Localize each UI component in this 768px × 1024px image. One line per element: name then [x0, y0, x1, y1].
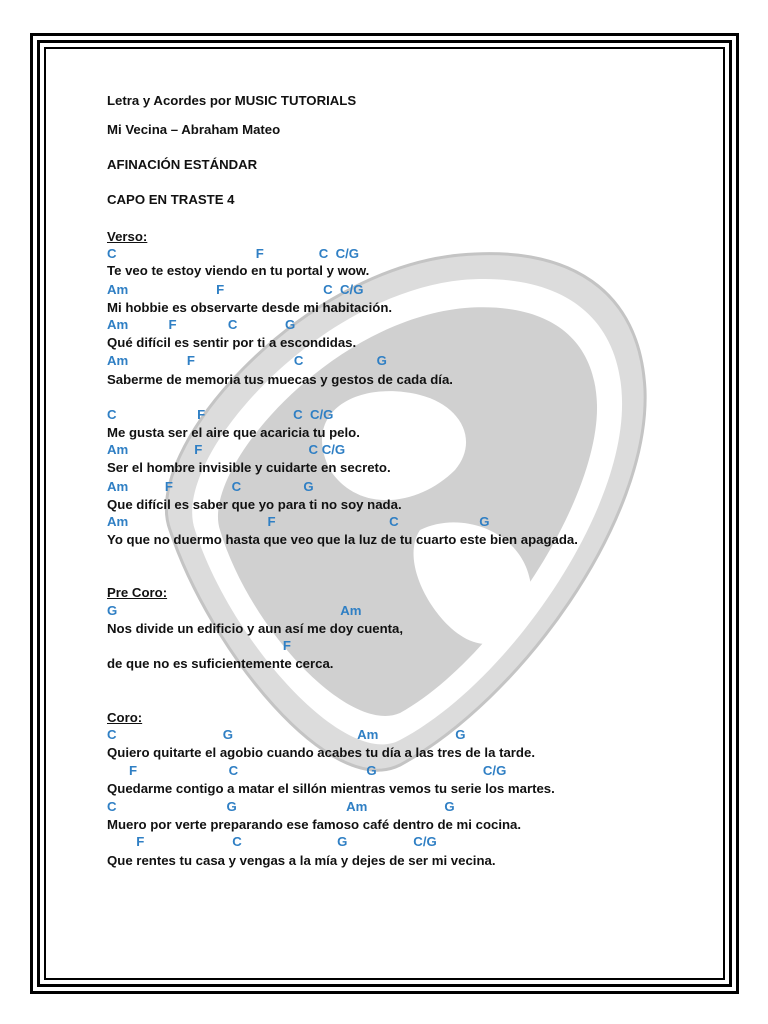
- lyric-line: Nos divide un edificio y aun así me doy cuenta,: [107, 621, 404, 636]
- chord-line: C G Am G: [107, 799, 455, 814]
- lyric-line: Quedarme contigo a matar el sillón mientras vemos tu serie los martes.: [107, 781, 555, 796]
- tuning-line: AFINACIÓN ESTÁNDAR: [107, 157, 258, 172]
- chord-line: Am F C G: [107, 353, 387, 368]
- lyric-line: Yo que no duermo hasta que veo que la luz de tu cuarto este bien apagada.: [107, 532, 578, 547]
- lyric-line: Me gusta ser el aire que acaricia tu pelo.: [107, 425, 360, 440]
- song-title: Mi Vecina – Abraham Mateo: [107, 122, 281, 137]
- lyric-line: Te veo te estoy viendo en tu portal y wow.: [107, 263, 370, 278]
- chord-line: C G Am G: [107, 727, 466, 742]
- pre-chorus-heading: Pre Coro:: [107, 585, 168, 600]
- chord-line: Am F C G: [107, 514, 490, 529]
- chord-line: G Am: [107, 603, 362, 618]
- lyric-line: Saberme de memoria tus muecas y gestos de cada día.: [107, 372, 453, 387]
- chord-line: C F C C/G: [107, 407, 334, 422]
- chord-line: F: [107, 638, 291, 653]
- chord-line: Am F C G: [107, 479, 314, 494]
- chorus-heading: Coro:: [107, 710, 143, 725]
- lyric-line: Mi hobbie es observarte desde mi habitación.: [107, 300, 393, 315]
- chord-line: Am F C C/G: [107, 282, 364, 297]
- lyric-line: Qué difícil es sentir por ti a escondidas.: [107, 335, 357, 350]
- chord-line: Am F C C/G: [107, 442, 346, 457]
- lyric-line: Ser el hombre invisible y cuidarte en secreto.: [107, 460, 391, 475]
- lyric-line: de que no es suficientemente cerca.: [107, 656, 334, 671]
- lyric-line: Muero por verte preparando ese famoso café dentro de mi cocina.: [107, 817, 522, 832]
- chord-line: Am F C G: [107, 317, 296, 332]
- chord-line: F C G C/G: [107, 763, 507, 778]
- chord-line: C F C C/G: [107, 246, 360, 261]
- lyric-line: Quiero quitarte el agobio cuando acabes tu día a las tres de la tarde.: [107, 745, 535, 760]
- verse-heading: Verso:: [107, 229, 148, 244]
- lyric-line: Que rentes tu casa y vengas a la mía y dejes de ser mi vecina.: [107, 853, 496, 868]
- lyric-line: Que difícil es saber que yo para ti no soy nada.: [107, 497, 402, 512]
- credit-line: Letra y Acordes por MUSIC TUTORIALS: [107, 93, 357, 108]
- capo-line: CAPO EN TRASTE 4: [107, 192, 235, 207]
- chord-line: F C G C/G: [107, 834, 437, 849]
